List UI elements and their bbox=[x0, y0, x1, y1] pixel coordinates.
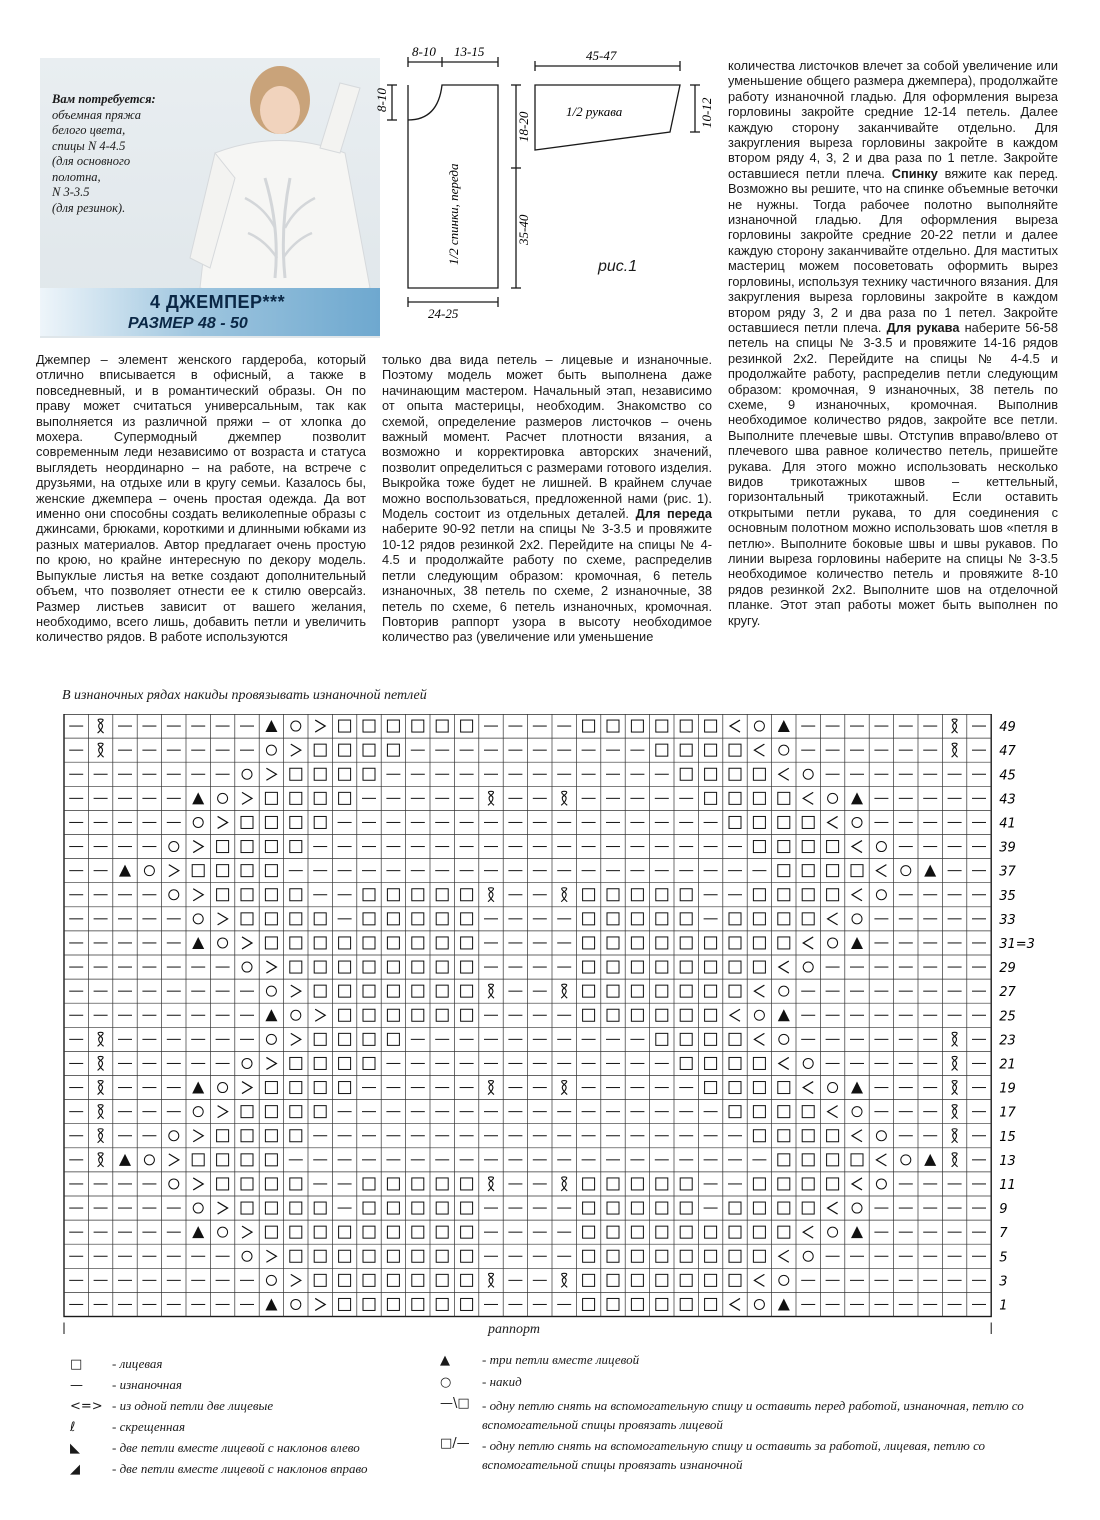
row-number: 5 bbox=[999, 1250, 1008, 1266]
dim-neck-depth: 8-10 bbox=[374, 88, 389, 112]
row-number: 7 bbox=[999, 1226, 1008, 1242]
row-number: 27 bbox=[999, 985, 1016, 1001]
row-number: 43 bbox=[999, 792, 1016, 808]
materials-line: (для основного bbox=[52, 154, 131, 168]
row-number: 49 bbox=[999, 720, 1016, 736]
row-number: 35 bbox=[999, 888, 1016, 904]
legend-item bbox=[440, 1396, 1060, 1436]
column-3-text-c: наберите 56-58 петель на спицы № 3-3.5 и провяжите 14-16 рядов резинкой 2х2. Перейдите на спицы № 4-4.5 и продолжайте работу, распределив петли следующим образом: кромочная, 9 изнаночных, 38 петель по схеме, 9 изнаночных, кромочная. Выполнив необходимое количество рядов, закройте все петли. Выполните плечевые швы. Отступив вправо/влево от плечевого шва равное количество петель, пришейте рукава. Для этого можно использовать несколько видов трикотажных швов – кеттельный, горизонтальный трикотажный. Если оставить открытыми петли рукава, то для соединения с основным полотном можно использовать шов «петля в петлю». Выполните боковые швы и швы рукавов. По линии выреза горловины наберите на спицы № 3-3.5 необходимое количество петель и провяжите 8-10 рядов резинкой 2х2. Выполните шов на отделочной планке. Этот этап работы может быть выполнен по кругу. bbox=[728, 319, 1059, 628]
legend-symbol: ▲ bbox=[440, 1353, 450, 1368]
back-heading: Спинку bbox=[891, 165, 938, 181]
materials-line: полотна, bbox=[52, 169, 101, 184]
legend-left bbox=[70, 1356, 450, 1482]
materials-line: спицы N 4-4.5 bbox=[52, 138, 126, 153]
dim-armhole: 18-20 bbox=[516, 111, 531, 142]
legend-item bbox=[70, 1356, 450, 1377]
schema-caption: рис.1 bbox=[598, 258, 638, 275]
row-number: 23 bbox=[999, 1033, 1016, 1049]
legend-text: - две петли вместе лицевой с наклонов вправо bbox=[112, 1461, 368, 1476]
sleeve-label: 1/2 рукава bbox=[566, 104, 623, 119]
legend-item bbox=[440, 1352, 1060, 1374]
materials-title: Вам потребуется: bbox=[52, 92, 156, 106]
row-number: 17 bbox=[999, 1105, 1016, 1121]
legend-symbol: □/— bbox=[440, 1436, 470, 1451]
text-column-2 bbox=[382, 352, 712, 645]
column-2-paragraph bbox=[382, 352, 712, 645]
dim-body-length: 35-40 bbox=[516, 214, 531, 245]
pattern-schema bbox=[370, 40, 720, 330]
legend-item bbox=[70, 1377, 450, 1398]
legend-text: - две петли вместе лицевой с наклонов влево bbox=[112, 1440, 360, 1455]
sleeve-heading: Для рукава bbox=[886, 319, 960, 335]
row-number: 41 bbox=[999, 816, 1016, 832]
legend-symbol: <=> bbox=[70, 1399, 103, 1414]
dim-sleeve-top: 45-47 bbox=[586, 48, 617, 63]
legend-text: - одну петлю снять на вспомогательную спицу и оставить за работой, лицевая, петлю со вспомогательной спицы провязать изнаночной bbox=[482, 1438, 986, 1472]
row-number: 29 bbox=[999, 961, 1016, 977]
legend-right bbox=[440, 1352, 1060, 1476]
materials-line: белого цвета, bbox=[52, 123, 126, 137]
legend-symbol: ◢ bbox=[70, 1462, 80, 1477]
dim-bottom: 24-25 bbox=[428, 306, 459, 321]
legend-item bbox=[70, 1419, 450, 1440]
column-2-text-b: наберите 90-92 петли на спицы № 3-3.5 и провяжите 10-12 рядов резинкой 2х2. Перейдите на спицы № 4-4.5 и продолжайте работу по схеме, распределив петли следующим образом: кромочная, 6 петель изнаночных, 38 петель по схеме, 2 изнаночные, 38 петель по схеме, 6 петель изнаночных, кромочная. Повторив раппорт узора в высоту необходимое количество раз (увеличение или уменьшение bbox=[382, 521, 712, 645]
materials-line: объемная пряжа bbox=[52, 107, 142, 122]
body-piece-label: 1/2 спинки, переда bbox=[446, 163, 461, 265]
column-3-text-a: количества листочков влечет за собой увеличение или уменьшение общего размера джемпера), продолжайте работу изнаночной гладью. Для оформления выреза горловины закройте средние 12-14 петель. Далее каждую сторону заканчивайте отдельно. Для закругления выреза горловины закройте в каждом втором ряду 4, 3, 2 и два раза по 1 петле. Закройте оставшиеся петли плеча. bbox=[728, 58, 1058, 181]
row-number: 21 bbox=[999, 1057, 1016, 1073]
rapport-label: раппорт bbox=[488, 1322, 540, 1337]
dim-sleeve-side: 10-12 bbox=[699, 97, 714, 128]
row-number: 37 bbox=[999, 864, 1016, 880]
intro-paragraph: Джемпер – элемент женского гардероба, который отлично вписывается в офисный, а также в повседневный, и в романтический образы. Он по праву может считаться универсальным, так как выполняется из различной пряжи – от хлопка до мохера. Супермодный джемпер позволит современным леди независимо от возраста и статуса выглядеть неординарно – на работе, на встрече с друзьями, на отдыхе или в кругу семьи. Казалось бы, женские джемпера – очень простая одежда. Да вот именно они способны создать великолепные образы с джинсами, брюками, короткими и длинными юбками из разных материалов. Автор предлагает очень простую по крою, но крайне интересную по декору модель. Выпуклые листья на ветке создают дополнительный объем, что позволяет отнести ее к стилю оверсайз. Размер листьев зависит от вашего желания, необходимо, всего лишь, добавить петли и увеличить количество рядов. В работе используются bbox=[36, 352, 366, 645]
knitting-chart bbox=[60, 714, 1060, 1339]
page-title: 4 ДЖЕМПЕР*** bbox=[150, 292, 286, 312]
row-number: 19 bbox=[999, 1081, 1016, 1097]
column-3-text-b: вяжите как перед. Возможно вы решите, что на спинке объемные веточки не нужны. Тогда рабочее полотно выполняйте изнаночной гладью. Для оформления выреза горловины закройте средние 20-22 петли и далее каждую сторону заканчивайте отдельно. Для маститых мастериц можем посоветовать оформить вырез горловины, используя технику частичного вязания. Для закругления выреза горловины закройте в каждом втором ряду 3, 2 и два раза по 1 петел. Закройте оставшиеся петли плеча. bbox=[728, 165, 1059, 335]
text-column-1 bbox=[36, 352, 366, 645]
knitting-chart-grid bbox=[60, 714, 1060, 1334]
row-number: 15 bbox=[999, 1129, 1016, 1145]
row-number: 3 bbox=[999, 1274, 1008, 1290]
row-number: 13 bbox=[999, 1153, 1016, 1169]
legend-text: - три петли вместе лицевой bbox=[482, 1352, 640, 1367]
row-number: 45 bbox=[999, 768, 1016, 784]
row-number: 47 bbox=[999, 744, 1016, 760]
legend-text: - накид bbox=[482, 1374, 522, 1389]
legend-symbol: — bbox=[70, 1378, 83, 1393]
legend-item bbox=[70, 1440, 450, 1461]
chart-note: В изнаночных рядах накиды провязывать изнаночной петлей bbox=[62, 688, 427, 703]
row-number: 25 bbox=[999, 1009, 1016, 1025]
legend-text: - скрещенная bbox=[112, 1419, 186, 1434]
legend-item bbox=[70, 1461, 450, 1482]
column-2-text-a: только два вида петель – лицевые и изнаночные. Поэтому модель может быть выполнена даже начинающим мастером. Начальный этап, независимо от опыта мастерицы, необходим. Знакомство со схемой, определение размеров листочков – очень важный момент. Расчет плотности вязания, а возможно и корректировка авторских значений, позволит определиться с размерами готового изделия. Выкройка тоже будет не лишней. В крайнем случае можно воспользоваться, предложенной нами (рис. 1). Модель состоит из отдельных деталей. bbox=[382, 352, 712, 522]
legend-symbol: —\□ bbox=[440, 1396, 470, 1411]
row-number: 9 bbox=[999, 1202, 1008, 1218]
legend-symbol: ○ bbox=[440, 1375, 452, 1390]
legend-item bbox=[440, 1374, 1060, 1396]
materials-block bbox=[52, 92, 217, 216]
legend-text: - из одной петли две лицевые bbox=[112, 1398, 274, 1413]
row-number: 33 bbox=[999, 912, 1016, 928]
materials-line: (для резинок). bbox=[52, 200, 126, 215]
legend-symbol: ℓ bbox=[70, 1420, 76, 1435]
dim-shoulder: 13-15 bbox=[454, 44, 485, 59]
legend-item bbox=[70, 1398, 450, 1419]
legend-symbol: □ bbox=[70, 1357, 83, 1372]
row-number: 1 bbox=[999, 1298, 1008, 1314]
size-subtitle: РАЗМЕР 48 - 50 bbox=[128, 315, 248, 332]
row-number: 39 bbox=[999, 840, 1016, 856]
legend-text: - одну петлю снять на вспомогательную спицу и оставить перед работой, изнаночная, петлю со вспомогательной спицы провязать лицевой bbox=[482, 1398, 1024, 1432]
column-3-paragraph bbox=[728, 58, 1058, 628]
materials-line: N 3-3.5 bbox=[52, 185, 90, 199]
front-heading: Для переда bbox=[635, 506, 712, 522]
row-number: 11 bbox=[999, 1177, 1016, 1193]
legend-text: - лицевая bbox=[112, 1356, 163, 1371]
legend-item bbox=[440, 1436, 1060, 1476]
row-number: 31=3 bbox=[999, 936, 1035, 952]
dim-neck-width: 8-10 bbox=[412, 44, 436, 59]
legend-text: - изнаночная bbox=[112, 1377, 182, 1392]
text-column-3 bbox=[728, 58, 1058, 628]
legend-symbol: ◣ bbox=[70, 1441, 80, 1456]
